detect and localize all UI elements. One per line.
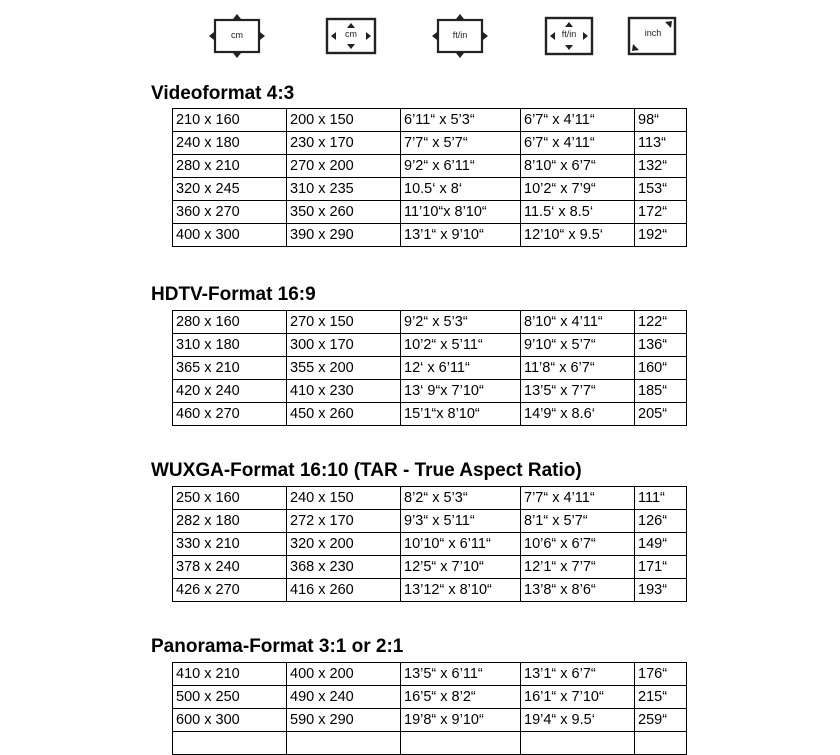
- table-cell: 8’10“ x 6’7“: [521, 155, 635, 178]
- table-row: [173, 311, 687, 334]
- ft-in-outward-arrows-icon: [430, 12, 490, 60]
- section-title-hdtv: HDTV-Format 16:9: [151, 284, 316, 305]
- table-cell: 11’10“x 8’10“: [401, 201, 521, 224]
- table-cell: 490 x 240: [287, 686, 401, 709]
- table-cell: 111“: [635, 487, 687, 510]
- table-row: [173, 357, 687, 380]
- table-cell: 10’6“ x 6’7“: [521, 533, 635, 556]
- dimension-icon-strip: [0, 0, 840, 70]
- table-cell: 16’5“ x 8’2“: [401, 686, 521, 709]
- table-cell: 300 x 170: [287, 334, 401, 357]
- table-cell: 270 x 200: [287, 155, 401, 178]
- table-cell: [521, 732, 635, 755]
- section-title-videoformat: Videoformat 4:3: [151, 83, 295, 104]
- table-cell: 410 x 210: [173, 663, 287, 686]
- table-cell: 13’8“ x 8’6“: [521, 579, 635, 602]
- table-cell: 360 x 270: [173, 201, 287, 224]
- ft-in-inward-arrows-icon: [543, 12, 595, 60]
- table-cell: 13’5“ x 6’11“: [401, 663, 521, 686]
- table-cell: 6’7“ x 4’11“: [521, 109, 635, 132]
- table-cell: 6’11“ x 5’3“: [401, 109, 521, 132]
- section-title-panorama: Panorama-Format 3:1 or 2:1: [151, 636, 404, 657]
- table-cell: 19’8“ x 9’10“: [401, 709, 521, 732]
- table-cell: 270 x 150: [287, 311, 401, 334]
- table-cell: 13’12“ x 8’10“: [401, 579, 521, 602]
- table-cell: 416 x 260: [287, 579, 401, 602]
- table-cell: 136“: [635, 334, 687, 357]
- table-row: [173, 224, 687, 247]
- table-row: [173, 556, 687, 579]
- table-cell: 310 x 235: [287, 178, 401, 201]
- table-cell: [401, 732, 521, 755]
- table-cell: 280 x 160: [173, 311, 287, 334]
- table-row: [173, 109, 687, 132]
- table-cell: 8’2“ x 5’3“: [401, 487, 521, 510]
- section-title-wuxga: WUXGA-Format 16:10 (TAR - True Aspect Ratio): [151, 460, 582, 481]
- table-row: [173, 403, 687, 426]
- table-cell: 390 x 290: [287, 224, 401, 247]
- table-cell: 460 x 270: [173, 403, 287, 426]
- table-cell: 176“: [635, 663, 687, 686]
- size-table-wuxga: [172, 486, 687, 602]
- table-row: [173, 663, 687, 686]
- icon-label: ft/in: [452, 30, 468, 40]
- table-cell: 205“: [635, 403, 687, 426]
- table-cell: 282 x 180: [173, 510, 287, 533]
- table-cell: 280 x 210: [173, 155, 287, 178]
- table-cell: 160“: [635, 357, 687, 380]
- table-cell: 450 x 260: [287, 403, 401, 426]
- inch-diagonal-icon: [626, 12, 680, 60]
- table-cell: 153“: [635, 178, 687, 201]
- table-row: [173, 155, 687, 178]
- table-cell: 10.5‘ x 8‘: [401, 178, 521, 201]
- table-cell: 126“: [635, 510, 687, 533]
- table-row: [173, 380, 687, 403]
- table-cell: 259“: [635, 709, 687, 732]
- table-cell: 8’10“ x 4’11“: [521, 311, 635, 334]
- table-cell: 12’5“ x 7’10“: [401, 556, 521, 579]
- cm-outward-arrows-icon: [207, 12, 267, 60]
- table-cell: 14’9“ x 8.6‘: [521, 403, 635, 426]
- table-cell: [635, 732, 687, 755]
- table-cell: 320 x 200: [287, 533, 401, 556]
- table-cell: 185“: [635, 380, 687, 403]
- table-cell: 365 x 210: [173, 357, 287, 380]
- table-cell: 420 x 240: [173, 380, 287, 403]
- table-row: [173, 132, 687, 155]
- table-row: [173, 533, 687, 556]
- table-cell: 368 x 230: [287, 556, 401, 579]
- table-cell: 13‘ 9“x 7’10“: [401, 380, 521, 403]
- table-cell: 149“: [635, 533, 687, 556]
- table-cell: 12’10“ x 9.5‘: [521, 224, 635, 247]
- table-cell: 9’3“ x 5’11“: [401, 510, 521, 533]
- table-cell: 10’2“ x 5’11“: [401, 334, 521, 357]
- table-cell: 19’4“ x 9.5‘: [521, 709, 635, 732]
- table-cell: 8’1“ x 5’7“: [521, 510, 635, 533]
- table-cell: 11’8“ x 6’7“: [521, 357, 635, 380]
- table-cell: 330 x 210: [173, 533, 287, 556]
- table-cell: 350 x 260: [287, 201, 401, 224]
- table-row: [173, 334, 687, 357]
- table-row: [173, 579, 687, 602]
- icon-label: cm: [231, 30, 243, 40]
- table-cell: 210 x 160: [173, 109, 287, 132]
- table-cell: 9’10“ x 5’7“: [521, 334, 635, 357]
- table-row: [173, 487, 687, 510]
- icon-label: inch: [644, 28, 662, 38]
- table-cell: 272 x 170: [287, 510, 401, 533]
- table-cell: 230 x 170: [287, 132, 401, 155]
- table-cell: 98“: [635, 109, 687, 132]
- table-cell: 378 x 240: [173, 556, 287, 579]
- table-cell: 113“: [635, 132, 687, 155]
- table-cell: 12’1“ x 7’7“: [521, 556, 635, 579]
- table-cell: 6’7“ x 4’11“: [521, 132, 635, 155]
- table-cell: 7’7“ x 5’7“: [401, 132, 521, 155]
- table-cell: 13’1“ x 9’10“: [401, 224, 521, 247]
- table-cell: 193“: [635, 579, 687, 602]
- table-cell: [287, 732, 401, 755]
- table-cell: 310 x 180: [173, 334, 287, 357]
- table-cell: 200 x 150: [287, 109, 401, 132]
- table-row: [173, 686, 687, 709]
- table-row: [173, 178, 687, 201]
- icon-label: ft/in: [561, 29, 577, 39]
- table-row: [173, 510, 687, 533]
- size-table-hdtv: [172, 310, 687, 426]
- table-cell: 10’10“ x 6’11“: [401, 533, 521, 556]
- table-cell: 192“: [635, 224, 687, 247]
- table-cell: 240 x 150: [287, 487, 401, 510]
- table-cell: 250 x 160: [173, 487, 287, 510]
- table-row: [173, 201, 687, 224]
- table-cell: 7’7“ x 4’11“: [521, 487, 635, 510]
- size-table-panorama: [172, 662, 687, 755]
- table-cell: 215“: [635, 686, 687, 709]
- table-cell: 500 x 250: [173, 686, 287, 709]
- table-cell: 172“: [635, 201, 687, 224]
- table-cell: 590 x 290: [287, 709, 401, 732]
- table-row: [173, 709, 687, 732]
- table-cell: 320 x 245: [173, 178, 287, 201]
- table-cell: 122“: [635, 311, 687, 334]
- size-table-videoformat: [172, 108, 687, 247]
- table-cell: 13’1“ x 6’7“: [521, 663, 635, 686]
- table-cell: 9’2“ x 6’11“: [401, 155, 521, 178]
- table-cell: 410 x 230: [287, 380, 401, 403]
- table-cell: 426 x 270: [173, 579, 287, 602]
- table-cell: 132“: [635, 155, 687, 178]
- table-cell: 600 x 300: [173, 709, 287, 732]
- cm-inward-arrows-icon: [324, 12, 378, 60]
- table-cell: 11.5‘ x 8.5‘: [521, 201, 635, 224]
- table-cell: 400 x 300: [173, 224, 287, 247]
- table-row: [173, 732, 687, 755]
- table-cell: 240 x 180: [173, 132, 287, 155]
- table-cell: 12‘ x 6’11“: [401, 357, 521, 380]
- table-cell: 400 x 200: [287, 663, 401, 686]
- table-cell: [173, 732, 287, 755]
- icon-label: cm: [345, 29, 357, 39]
- table-cell: 13’5“ x 7’7“: [521, 380, 635, 403]
- table-cell: 16’1“ x 7’10“: [521, 686, 635, 709]
- table-cell: 171“: [635, 556, 687, 579]
- table-cell: 15’1“x 8’10“: [401, 403, 521, 426]
- table-cell: 355 x 200: [287, 357, 401, 380]
- table-cell: 10’2“ x 7’9“: [521, 178, 635, 201]
- table-cell: 9’2“ x 5’3“: [401, 311, 521, 334]
